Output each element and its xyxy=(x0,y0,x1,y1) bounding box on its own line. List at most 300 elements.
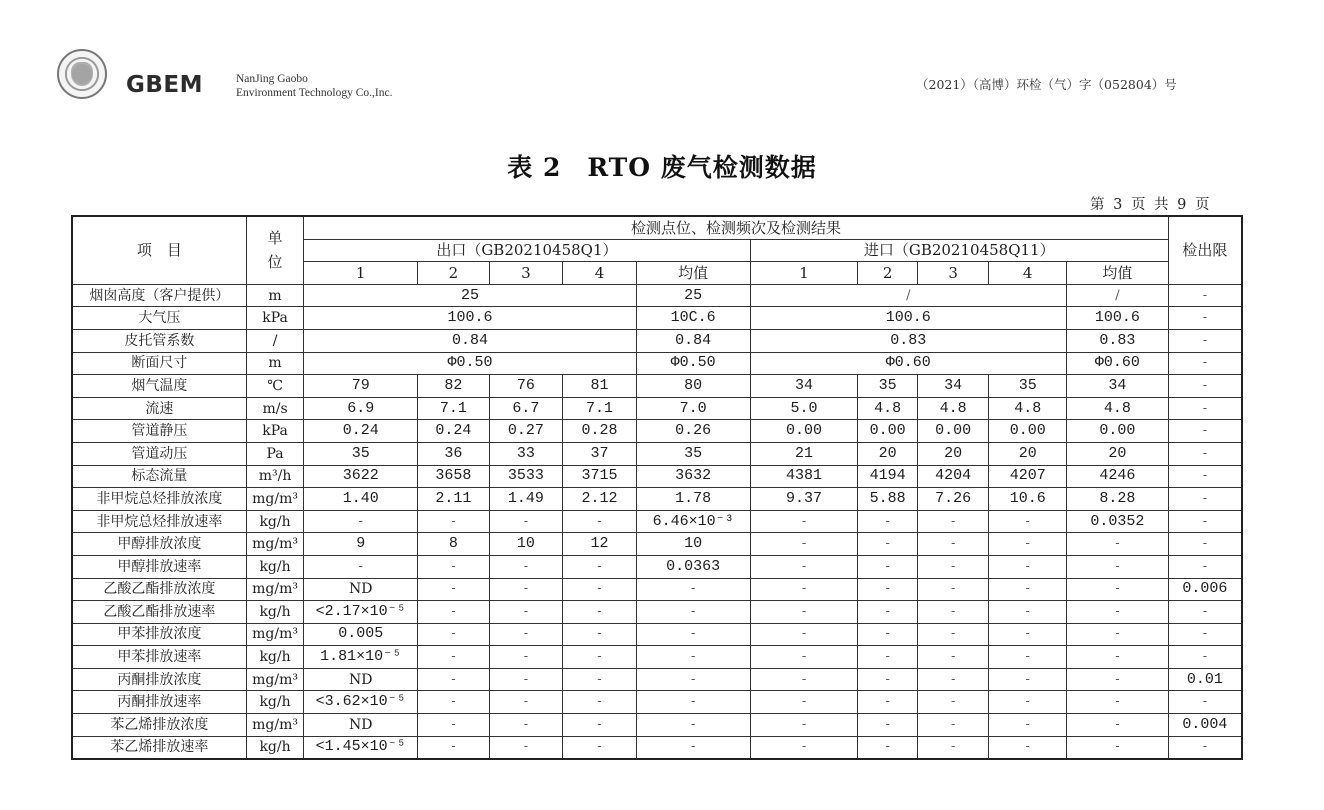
table-row xyxy=(72,420,1242,443)
outlet-value: - xyxy=(418,736,490,759)
table-row xyxy=(72,488,1242,511)
outlet-value: 6.7 xyxy=(489,397,563,420)
inlet-value: - xyxy=(858,646,917,669)
inlet-average: 8.28 xyxy=(1066,488,1168,511)
group-header: 检测点位、检测频次及检测结果 xyxy=(304,216,1169,239)
row-label: 甲醇排放浓度 xyxy=(72,533,246,556)
inlet-value: - xyxy=(750,578,858,601)
outlet-average: 1.78 xyxy=(636,488,750,511)
table-row xyxy=(72,397,1242,420)
col-header: 2 xyxy=(418,262,490,285)
inlet-average: 0.83 xyxy=(1066,329,1168,352)
outlet-value: ND xyxy=(304,668,418,691)
row-unit: m³/h xyxy=(246,465,303,488)
detection-limit: - xyxy=(1168,510,1242,533)
detection-limit: - xyxy=(1168,307,1242,330)
detection-limit: 0.004 xyxy=(1168,714,1242,737)
inlet-value: - xyxy=(917,555,989,578)
row-unit: kPa xyxy=(246,420,303,443)
outlet-header: 出口（GB20210458Q1） xyxy=(304,239,750,262)
row-label: 丙酮排放速率 xyxy=(72,691,246,714)
outlet-value: - xyxy=(563,623,637,646)
row-unit: kg/h xyxy=(246,601,303,624)
row-unit: kg/h xyxy=(246,555,303,578)
detection-limit: - xyxy=(1168,623,1242,646)
detection-limit: - xyxy=(1168,555,1242,578)
unit-header-text: 单位 xyxy=(267,229,283,272)
row-label: 管道动压 xyxy=(72,442,246,465)
company-name xyxy=(236,72,392,100)
inlet-average: 0.0352 xyxy=(1066,510,1168,533)
inlet-header: 进口（GB20210458Q11） xyxy=(750,239,1168,262)
detection-limit: - xyxy=(1168,284,1242,307)
row-label: 非甲烷总烃排放浓度 xyxy=(72,488,246,511)
inlet-value: 4.8 xyxy=(989,397,1067,420)
inlet-value: - xyxy=(989,714,1067,737)
row-label: 标态流量 xyxy=(72,465,246,488)
inlet-average: - xyxy=(1066,736,1168,759)
col-header: 4 xyxy=(989,262,1067,285)
outlet-value: - xyxy=(489,601,563,624)
row-unit: kg/h xyxy=(246,736,303,759)
outlet-value: 1.49 xyxy=(489,488,563,511)
inlet-value: - xyxy=(917,601,989,624)
outlet-value: - xyxy=(418,623,490,646)
inlet-value: 21 xyxy=(750,442,858,465)
inlet-average: - xyxy=(1066,623,1168,646)
outlet-value: - xyxy=(489,691,563,714)
inlet-value: 0.00 xyxy=(989,420,1067,443)
detection-limit: - xyxy=(1168,352,1242,375)
detection-limit: 0.01 xyxy=(1168,668,1242,691)
inlet-value: 5.0 xyxy=(750,397,858,420)
row-unit: / xyxy=(246,329,303,352)
outlet-value: <2.17×10⁻⁵ xyxy=(304,601,418,624)
inlet-value: - xyxy=(750,510,858,533)
seal-emblem-icon xyxy=(71,62,93,86)
inlet-value: - xyxy=(917,578,989,601)
outlet-value: 2.11 xyxy=(418,488,490,511)
row-label: 甲苯排放浓度 xyxy=(72,623,246,646)
table-row xyxy=(72,442,1242,465)
outlet-average: 10 xyxy=(636,533,750,556)
outlet-average: 6.46×10⁻³ xyxy=(636,510,750,533)
inlet-value: - xyxy=(917,691,989,714)
outlet-average: - xyxy=(636,714,750,737)
outlet-value: 0.27 xyxy=(489,420,563,443)
inlet-value: 4207 xyxy=(989,465,1067,488)
inlet-value: - xyxy=(989,691,1067,714)
outlet-value: ND xyxy=(304,714,418,737)
rto-exhaust-data-table xyxy=(71,215,1243,760)
inlet-average: - xyxy=(1066,578,1168,601)
inlet-value: - xyxy=(750,714,858,737)
inlet-average: 4.8 xyxy=(1066,397,1168,420)
outlet-value: 6.9 xyxy=(304,397,418,420)
inlet-value: 20 xyxy=(917,442,989,465)
outlet-value: - xyxy=(489,736,563,759)
outlet-value: - xyxy=(418,578,490,601)
outlet-value: Φ0.50 xyxy=(304,352,636,375)
row-unit: m xyxy=(246,352,303,375)
outlet-value: 3622 xyxy=(304,465,418,488)
outlet-value: - xyxy=(418,714,490,737)
table-row xyxy=(72,668,1242,691)
detection-limit: - xyxy=(1168,420,1242,443)
inlet-value: - xyxy=(989,646,1067,669)
inlet-average: - xyxy=(1066,533,1168,556)
row-label: 苯乙烯排放浓度 xyxy=(72,714,246,737)
inlet-value: - xyxy=(989,601,1067,624)
table-title: 表 2 RTO 废气检测数据 xyxy=(507,153,817,182)
inlet-value: - xyxy=(750,668,858,691)
detection-limit: - xyxy=(1168,736,1242,759)
outlet-value: 25 xyxy=(304,284,636,307)
outlet-average: 10C.6 xyxy=(636,307,750,330)
row-label: 非甲烷总烃排放速率 xyxy=(72,510,246,533)
outlet-value: - xyxy=(489,578,563,601)
outlet-value: - xyxy=(563,691,637,714)
row-unit: m/s xyxy=(246,397,303,420)
inlet-value: 4381 xyxy=(750,465,858,488)
outlet-value: 0.24 xyxy=(418,420,490,443)
row-label: 丙酮排放浓度 xyxy=(72,668,246,691)
inlet-value: - xyxy=(858,623,917,646)
outlet-average: 35 xyxy=(636,442,750,465)
table-row xyxy=(72,510,1242,533)
limit-header: 检出限 xyxy=(1168,216,1242,284)
outlet-value: 81 xyxy=(563,375,637,398)
outlet-average: - xyxy=(636,691,750,714)
inlet-value: - xyxy=(917,646,989,669)
outlet-value: 82 xyxy=(418,375,490,398)
outlet-value: 0.84 xyxy=(304,329,636,352)
inlet-value: - xyxy=(858,555,917,578)
table-row xyxy=(72,329,1242,352)
table-row xyxy=(72,601,1242,624)
detection-limit: - xyxy=(1168,375,1242,398)
outlet-value: - xyxy=(304,555,418,578)
outlet-average: 7.0 xyxy=(636,397,750,420)
table-body xyxy=(72,284,1242,759)
row-label: 断面尺寸 xyxy=(72,352,246,375)
inlet-value: - xyxy=(750,555,858,578)
outlet-value: 79 xyxy=(304,375,418,398)
outlet-value: 3533 xyxy=(489,465,563,488)
outlet-value: - xyxy=(418,601,490,624)
inlet-value: - xyxy=(858,668,917,691)
inlet-average: 100.6 xyxy=(1066,307,1168,330)
outlet-value: - xyxy=(489,646,563,669)
table-row xyxy=(72,555,1242,578)
inlet-value: 9.37 xyxy=(750,488,858,511)
outlet-value: 76 xyxy=(489,375,563,398)
row-unit: mg/m³ xyxy=(246,488,303,511)
col-header: 3 xyxy=(917,262,989,285)
table-row xyxy=(72,465,1242,488)
inlet-value: - xyxy=(989,668,1067,691)
outlet-value: 0.005 xyxy=(304,623,418,646)
inlet-value: - xyxy=(750,533,858,556)
table-row xyxy=(72,375,1242,398)
inlet-value: 4194 xyxy=(858,465,917,488)
outlet-value: - xyxy=(489,668,563,691)
inlet-value: - xyxy=(917,736,989,759)
detection-limit: 0.006 xyxy=(1168,578,1242,601)
inlet-average: 0.00 xyxy=(1066,420,1168,443)
outlet-value: 100.6 xyxy=(304,307,636,330)
outlet-value: - xyxy=(489,555,563,578)
outlet-value: - xyxy=(563,601,637,624)
outlet-value: 0.28 xyxy=(563,420,637,443)
inlet-average: Φ0.60 xyxy=(1066,352,1168,375)
outlet-value: 1.40 xyxy=(304,488,418,511)
company-seal-logo-icon xyxy=(57,49,107,99)
outlet-value: - xyxy=(563,578,637,601)
inlet-value: 10.6 xyxy=(989,488,1067,511)
inlet-average: - xyxy=(1066,601,1168,624)
table-row xyxy=(72,284,1242,307)
row-label: 苯乙烯排放速率 xyxy=(72,736,246,759)
detection-limit: - xyxy=(1168,442,1242,465)
unit-header xyxy=(246,216,303,284)
row-label: 乙酸乙酯排放速率 xyxy=(72,601,246,624)
inlet-value: - xyxy=(917,714,989,737)
table-row xyxy=(72,736,1242,759)
detection-limit: - xyxy=(1168,397,1242,420)
row-label: 甲醇排放速率 xyxy=(72,555,246,578)
outlet-average: Φ0.50 xyxy=(636,352,750,375)
inlet-value: 4.8 xyxy=(858,397,917,420)
inlet-value: - xyxy=(750,601,858,624)
row-label: 大气压 xyxy=(72,307,246,330)
detection-limit: - xyxy=(1168,329,1242,352)
inlet-value: - xyxy=(858,601,917,624)
inlet-value: - xyxy=(917,533,989,556)
inlet-value: - xyxy=(858,533,917,556)
col-header: 均值 xyxy=(1066,262,1168,285)
outlet-average: 25 xyxy=(636,284,750,307)
inlet-value: - xyxy=(989,623,1067,646)
row-unit: ℃ xyxy=(246,375,303,398)
detection-limit: - xyxy=(1168,646,1242,669)
page-info: 第 3 页 共 9 页 xyxy=(1090,197,1212,213)
inlet-value: - xyxy=(989,510,1067,533)
outlet-average: - xyxy=(636,601,750,624)
inlet-value: - xyxy=(989,555,1067,578)
outlet-value: 1.81×10⁻⁵ xyxy=(304,646,418,669)
col-header: 1 xyxy=(304,262,418,285)
inlet-average: 34 xyxy=(1066,375,1168,398)
inlet-value: - xyxy=(858,578,917,601)
outlet-average: 80 xyxy=(636,375,750,398)
row-unit: mg/m³ xyxy=(246,533,303,556)
outlet-value: - xyxy=(418,646,490,669)
outlet-average: - xyxy=(636,578,750,601)
row-unit: kg/h xyxy=(246,646,303,669)
detection-limit: - xyxy=(1168,533,1242,556)
detection-limit: - xyxy=(1168,691,1242,714)
inlet-value: - xyxy=(989,736,1067,759)
detection-limit: - xyxy=(1168,601,1242,624)
outlet-value: - xyxy=(563,555,637,578)
outlet-value: - xyxy=(418,510,490,533)
inlet-average: - xyxy=(1066,555,1168,578)
outlet-value: 0.24 xyxy=(304,420,418,443)
outlet-value: - xyxy=(418,668,490,691)
inlet-value: - xyxy=(858,510,917,533)
row-unit: mg/m³ xyxy=(246,668,303,691)
inlet-value: - xyxy=(858,736,917,759)
row-label: 烟气温度 xyxy=(72,375,246,398)
inlet-average: - xyxy=(1066,714,1168,737)
outlet-average: 0.0363 xyxy=(636,555,750,578)
col-header: 3 xyxy=(489,262,563,285)
inlet-average: - xyxy=(1066,646,1168,669)
detection-limit: - xyxy=(1168,465,1242,488)
table-row xyxy=(72,307,1242,330)
row-label: 管道静压 xyxy=(72,420,246,443)
header-row-1 xyxy=(72,216,1242,239)
table-row xyxy=(72,533,1242,556)
inlet-value: 4.8 xyxy=(917,397,989,420)
table-row xyxy=(72,578,1242,601)
row-unit: mg/m³ xyxy=(246,623,303,646)
inlet-value: - xyxy=(917,623,989,646)
inlet-value: - xyxy=(858,714,917,737)
table-row xyxy=(72,646,1242,669)
inlet-value: 4204 xyxy=(917,465,989,488)
inlet-value: 20 xyxy=(989,442,1067,465)
outlet-average: - xyxy=(636,646,750,669)
outlet-value: 8 xyxy=(418,533,490,556)
col-header: 1 xyxy=(750,262,858,285)
outlet-average: 0.26 xyxy=(636,420,750,443)
inlet-value: 0.00 xyxy=(917,420,989,443)
table-row xyxy=(72,352,1242,375)
outlet-value: 3715 xyxy=(563,465,637,488)
col-header: 2 xyxy=(858,262,917,285)
inlet-value: 0.00 xyxy=(750,420,858,443)
table-row xyxy=(72,623,1242,646)
inlet-value: - xyxy=(917,668,989,691)
inlet-value: 34 xyxy=(750,375,858,398)
report-header xyxy=(0,0,1324,120)
document-number: （2021）（高博）环检（气）字（052804）号 xyxy=(916,77,1177,92)
inlet-value: Φ0.60 xyxy=(750,352,1066,375)
outlet-value: - xyxy=(418,691,490,714)
inlet-value: / xyxy=(750,284,1066,307)
outlet-value: 7.1 xyxy=(418,397,490,420)
outlet-value: - xyxy=(304,510,418,533)
inlet-average: 4246 xyxy=(1066,465,1168,488)
outlet-value: 9 xyxy=(304,533,418,556)
outlet-average: - xyxy=(636,623,750,646)
outlet-average: 0.84 xyxy=(636,329,750,352)
inlet-value: - xyxy=(750,646,858,669)
inlet-value: 5.88 xyxy=(858,488,917,511)
outlet-value: - xyxy=(563,510,637,533)
table-row xyxy=(72,691,1242,714)
outlet-value: - xyxy=(563,646,637,669)
col-header: 4 xyxy=(563,262,637,285)
outlet-value: - xyxy=(563,736,637,759)
outlet-value: 10 xyxy=(489,533,563,556)
outlet-value: 37 xyxy=(563,442,637,465)
brand-name: GBEM xyxy=(126,72,204,98)
inlet-value: - xyxy=(989,578,1067,601)
inlet-value: - xyxy=(750,691,858,714)
row-label: 皮托管系数 xyxy=(72,329,246,352)
row-label: 流速 xyxy=(72,397,246,420)
row-unit: kg/h xyxy=(246,691,303,714)
outlet-value: 33 xyxy=(489,442,563,465)
row-unit: kg/h xyxy=(246,510,303,533)
inlet-value: 100.6 xyxy=(750,307,1066,330)
outlet-value: 3658 xyxy=(418,465,490,488)
inlet-value: - xyxy=(917,510,989,533)
inlet-value: - xyxy=(989,533,1067,556)
inlet-value: 20 xyxy=(858,442,917,465)
outlet-value: ND xyxy=(304,578,418,601)
outlet-value: - xyxy=(563,714,637,737)
row-unit: kPa xyxy=(246,307,303,330)
outlet-value: - xyxy=(489,714,563,737)
outlet-value: 2.12 xyxy=(563,488,637,511)
table-row xyxy=(72,714,1242,737)
row-unit: Pa xyxy=(246,442,303,465)
outlet-value: 36 xyxy=(418,442,490,465)
item-header: 项 目 xyxy=(72,216,246,284)
outlet-value: - xyxy=(563,668,637,691)
inlet-value: - xyxy=(858,691,917,714)
outlet-value: <1.45×10⁻⁵ xyxy=(304,736,418,759)
inlet-value: - xyxy=(750,623,858,646)
company-name-line2: Environment Technology Co.,Inc. xyxy=(236,87,393,99)
inlet-value: 35 xyxy=(858,375,917,398)
outlet-average: 3632 xyxy=(636,465,750,488)
inlet-average: - xyxy=(1066,691,1168,714)
outlet-average: - xyxy=(636,668,750,691)
row-unit: mg/m³ xyxy=(246,714,303,737)
outlet-value: <3.62×10⁻⁵ xyxy=(304,691,418,714)
inlet-value: 34 xyxy=(917,375,989,398)
outlet-value: - xyxy=(418,555,490,578)
inlet-value: 0.83 xyxy=(750,329,1066,352)
inlet-value: 7.26 xyxy=(917,488,989,511)
outlet-value: 35 xyxy=(304,442,418,465)
inlet-value: 0.00 xyxy=(858,420,917,443)
row-label: 烟囱高度（客户提供） xyxy=(72,284,246,307)
outlet-value: - xyxy=(489,510,563,533)
company-name-line1: NanJing Gaobo xyxy=(236,73,308,85)
outlet-value: - xyxy=(489,623,563,646)
detection-limit: - xyxy=(1168,488,1242,511)
row-unit: mg/m³ xyxy=(246,578,303,601)
inlet-average: / xyxy=(1066,284,1168,307)
col-header: 均值 xyxy=(636,262,750,285)
inlet-average: 20 xyxy=(1066,442,1168,465)
inlet-value: - xyxy=(750,736,858,759)
outlet-average: - xyxy=(636,736,750,759)
inlet-value: 35 xyxy=(989,375,1067,398)
row-label: 乙酸乙酯排放浓度 xyxy=(72,578,246,601)
outlet-value: 7.1 xyxy=(563,397,637,420)
inlet-average: - xyxy=(1066,668,1168,691)
outlet-value: 12 xyxy=(563,533,637,556)
row-label: 甲苯排放速率 xyxy=(72,646,246,669)
row-unit: m xyxy=(246,284,303,307)
